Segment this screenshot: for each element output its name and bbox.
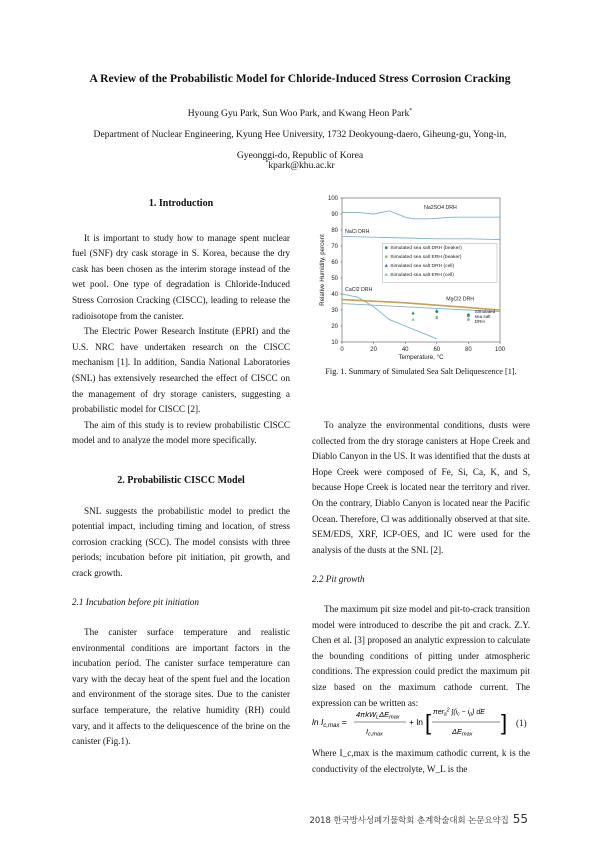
y-tick-label: 40 <box>331 292 338 298</box>
svg-text:πera2 ∫(ic − ip) dE: πer$_a^2$ $\int(i_c - i_p)$ dE <box>433 707 485 718</box>
x-tick-label: 40 <box>401 347 409 353</box>
intro-paragraph-1: It is important to study how to manage spent nuclear fuel (SNF) dry cask storage in S. Korea, because the dry cask has been chosen as the interim storage instead of the wet pool. One type of degradation is Chloride-Induced Stress Corrosion Cracking (CISCC), leading to release the radioisotope from the canister. <box>72 232 290 321</box>
y-tick-label: 70 <box>331 244 338 250</box>
intro-heading: 1. Introduction <box>148 198 214 209</box>
footer-text: 2018 한국방사성폐기물학회 춘계학술대회 논문요약집 <box>309 815 509 825</box>
x-tick-label: 60 <box>433 347 441 353</box>
left-column <box>72 196 290 750</box>
svg-text:Ic,max: $I_{c,max}$ <box>366 727 383 738</box>
y-tick-label: 20 <box>331 324 338 330</box>
data-point <box>467 317 470 320</box>
affiliation-line-2: Gyeonggi-do, Republic of Korea <box>236 150 364 161</box>
data-point <box>411 311 414 314</box>
incubation-paragraph: The canister surface temperature and realistic environmental conditions are important factors in the incubation period. The canister surface temperature can vary with the decay heat of the spent fuel and the location and environment of the storage sites. Due to the canister surface temperature, the relative humidity (RH) could vary, and it affects to the deliquescence of the brine on the canister (Fig.1). <box>72 627 290 747</box>
intro-paragraph-3: The aim of this study is to review probabilistic CISCC model and to analyze the model more specifically. <box>72 419 290 446</box>
corresponding-email <box>0 160 600 171</box>
x-tick-label: 80 <box>465 347 472 353</box>
chart-annotation: MgCl2 DRH <box>446 296 474 303</box>
page-footer <box>310 812 528 826</box>
email-address: kpark@khu.ac.kr <box>268 160 335 171</box>
svg-text:4πkWLΔEmax: $4\pi kW_L\Delta E_{max}$ <box>356 710 400 721</box>
svg-text:+ ln: + ln <box>409 717 423 727</box>
x-tick-label: 0 <box>340 347 344 353</box>
figure-caption: Fig. 1. Summary of Simulated Sea Salt Deliquescence [1]. <box>325 367 517 376</box>
subsection-2-1-heading: 2.1 Incubation before pit initiation <box>72 597 199 608</box>
svg-text:ln Ic,max =: $\ln I_{c,max}$ = <box>312 717 347 729</box>
x-tick-label: 20 <box>370 347 377 353</box>
svg-text:[: [ <box>425 710 432 735</box>
y-tick-label: 100 <box>327 196 338 202</box>
legend-label: Simulated sea salt ERH (beaker) <box>390 255 462 261</box>
series-line <box>342 236 500 239</box>
right-column <box>312 418 530 711</box>
model-heading: 2. Probabilistic CISCC Model <box>117 474 245 486</box>
pit-growth-paragraph: The maximum pit size model and pit-to-crack transition model were introduced to describe the pit and crack. Z.Y. Chen et al. [3] proposed an analytic expression to calculate the bounding conditions of pitting under atmospheric conditions. The expression could predict the maximum pit size based on the maximum cathode current. The expression can be written as: <box>312 603 530 708</box>
paper-title: A Review of the Probabilistic Model for Chloride-Induced Stress Corrosion Cracking <box>89 72 511 85</box>
model-paragraph-1: SNL suggests the probabilistic model to predict the potential impact, including timing and location, of stress corrosion cracking (SCC). The model consists with three periods; incubation before pit initiation, pit growth, and crack growth. <box>72 505 290 578</box>
y-tick-label: 10 <box>331 340 338 346</box>
data-point <box>435 309 438 312</box>
svg-text:]: ] <box>501 710 508 735</box>
x-tick-label: 100 <box>494 347 506 353</box>
y-tick-label: 60 <box>331 260 338 266</box>
svg-text:ΔEmax: $\Delta E_{max}$ <box>452 727 473 738</box>
author-mark: * <box>409 107 413 114</box>
x-axis-label: Temperature, °C <box>398 354 444 361</box>
deliquescence-chart <box>312 190 530 368</box>
y-axis-label: Relative Humidity, percent <box>319 234 326 306</box>
y-tick-label: 50 <box>331 276 338 282</box>
chart-annotation: Na2SO4 DRH <box>424 205 457 212</box>
equation-number: (1) <box>516 718 527 728</box>
legend-label: Simulated sea salt DRH (beaker) <box>390 246 462 252</box>
y-tick-label: 30 <box>331 308 338 314</box>
legend-marker <box>385 255 388 258</box>
legend-label: Simulated sea salt ERH (cell) <box>390 273 454 279</box>
where-text: Where I_c,max is the maximum cathodic current, k is the conductivity of the electrolyte, W_L is the <box>312 748 530 774</box>
page-number: 55 <box>512 812 528 826</box>
intro-paragraph-2: The Electric Power Research Institute (EPRI) and the U.S. NRC have undertaken research on the CISCC mechanism [1]. In addition, Sandia National Laboratories (SNL) has extensively researched the effect of CISCC on the management of dry storage canisters, suggesting a probabilistic model for CISCC [2]. <box>72 326 290 415</box>
chart-annotation: CaCl2 DRH <box>345 286 373 293</box>
affiliation-line-1: Department of Nuclear Engineering, Kyung Hee University, 1732 Deokyoung-daero, Giheung-gu, Yong-in, <box>93 129 507 140</box>
subsection-2-2-heading: 2.2 Pit growth <box>312 574 365 585</box>
chart-annotation: NaCl DRH <box>345 229 370 236</box>
legend-marker <box>385 246 388 249</box>
y-tick-label: 90 <box>331 212 338 218</box>
dust-paragraph: To analyze the environmental conditions, dusts were collected from the dry storage canisters at Hope Creek and Diablo Canyon in the US. It was identified that the dusts at Hope Creek were composed of Fe, Si, Ca, K, and S, because Hope Creek is located near the territory and river. On the contrary, Diablo Canyon is located near the Pacific Ocean. Therefore, Cl was additionally observed at that site. SEM/EDS, XRF, ICP-OES, and IC were used for the analysis of the dusts at the SNL [2]. <box>312 420 530 555</box>
chart-annotation: Simulated sea salt DRH <box>474 309 496 325</box>
email-mark: * <box>265 159 269 166</box>
data-point <box>411 318 414 321</box>
legend-label: Simulated sea salt DRH (cell) <box>390 264 455 270</box>
y-tick-label: 80 <box>331 228 338 234</box>
author-names: Hyoung Gyu Park, Sun Woo Park, and Kwang Heon Park <box>187 108 410 119</box>
equation-1 <box>312 700 530 744</box>
author-list <box>0 108 600 119</box>
series-line <box>342 211 500 219</box>
